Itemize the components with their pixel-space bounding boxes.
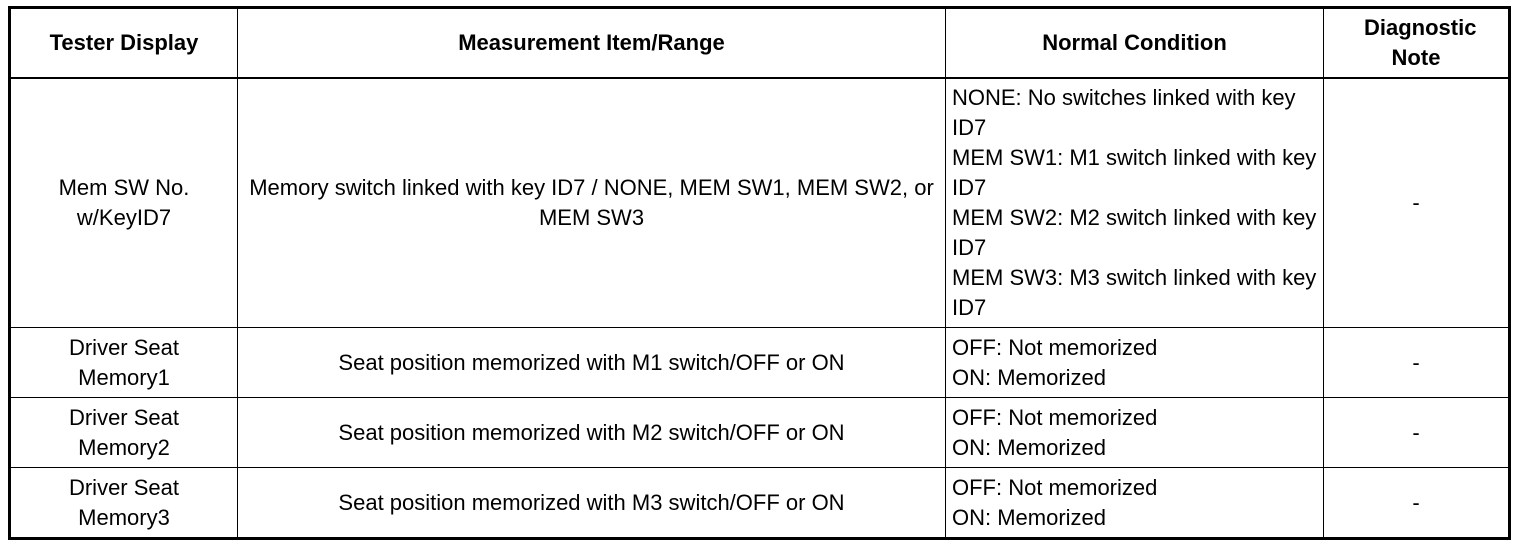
condition-line: MEM SW2: M2 switch linked with key ID7 <box>952 205 1317 260</box>
header-normal-condition: Normal Condition <box>946 8 1324 79</box>
cell-normal-condition <box>946 398 1324 468</box>
cell-normal-condition <box>946 328 1324 398</box>
cell-measurement: Seat position memorized with M3 switch/OFF or ON <box>238 468 946 539</box>
cell-diagnostic-note: - <box>1324 398 1510 468</box>
header-tester-display: Tester Display <box>10 8 238 79</box>
condition-line: ON: Memorized <box>952 504 1107 530</box>
condition-line: ON: Memorized <box>952 364 1107 390</box>
cell-normal-condition <box>946 78 1324 328</box>
cell-tester-display: Driver Seat Memory2 <box>10 398 238 468</box>
cell-measurement: Seat position memorized with M1 switch/OFF or ON <box>238 328 946 398</box>
condition-line: OFF: Not memorized <box>952 334 1158 360</box>
header-measurement-item: Measurement Item/Range <box>238 8 946 79</box>
cell-tester-display: Mem SW No. w/KeyID7 <box>10 78 238 328</box>
condition-line: OFF: Not memorized <box>952 404 1158 430</box>
data-list-table <box>8 6 1511 540</box>
table-row <box>10 468 1510 539</box>
table-header <box>10 8 1510 79</box>
cell-tester-display: Driver Seat Memory3 <box>10 468 238 539</box>
table-row <box>10 398 1510 468</box>
cell-measurement: Seat position memorized with M2 switch/OFF or ON <box>238 398 946 468</box>
condition-line: MEM SW3: M3 switch linked with key ID7 <box>952 265 1317 320</box>
condition-line: ON: Memorized <box>952 434 1107 460</box>
header-diagnostic-note: Diagnostic Note <box>1324 8 1510 79</box>
cell-tester-display: Driver Seat Memory1 <box>10 328 238 398</box>
cell-normal-condition <box>946 468 1324 539</box>
condition-line: MEM SW1: M1 switch linked with key ID7 <box>952 145 1317 200</box>
condition-line: OFF: Not memorized <box>952 474 1158 500</box>
cell-measurement: Memory switch linked with key ID7 / NONE, MEM SW1, MEM SW2, or MEM SW3 <box>238 78 946 328</box>
cell-diagnostic-note: - <box>1324 468 1510 539</box>
cell-diagnostic-note: - <box>1324 78 1510 328</box>
table-body <box>10 78 1510 539</box>
table-row <box>10 328 1510 398</box>
condition-line: NONE: No switches linked with key ID7 <box>952 85 1296 140</box>
cell-diagnostic-note: - <box>1324 328 1510 398</box>
table-row <box>10 78 1510 328</box>
header-row <box>10 8 1510 79</box>
